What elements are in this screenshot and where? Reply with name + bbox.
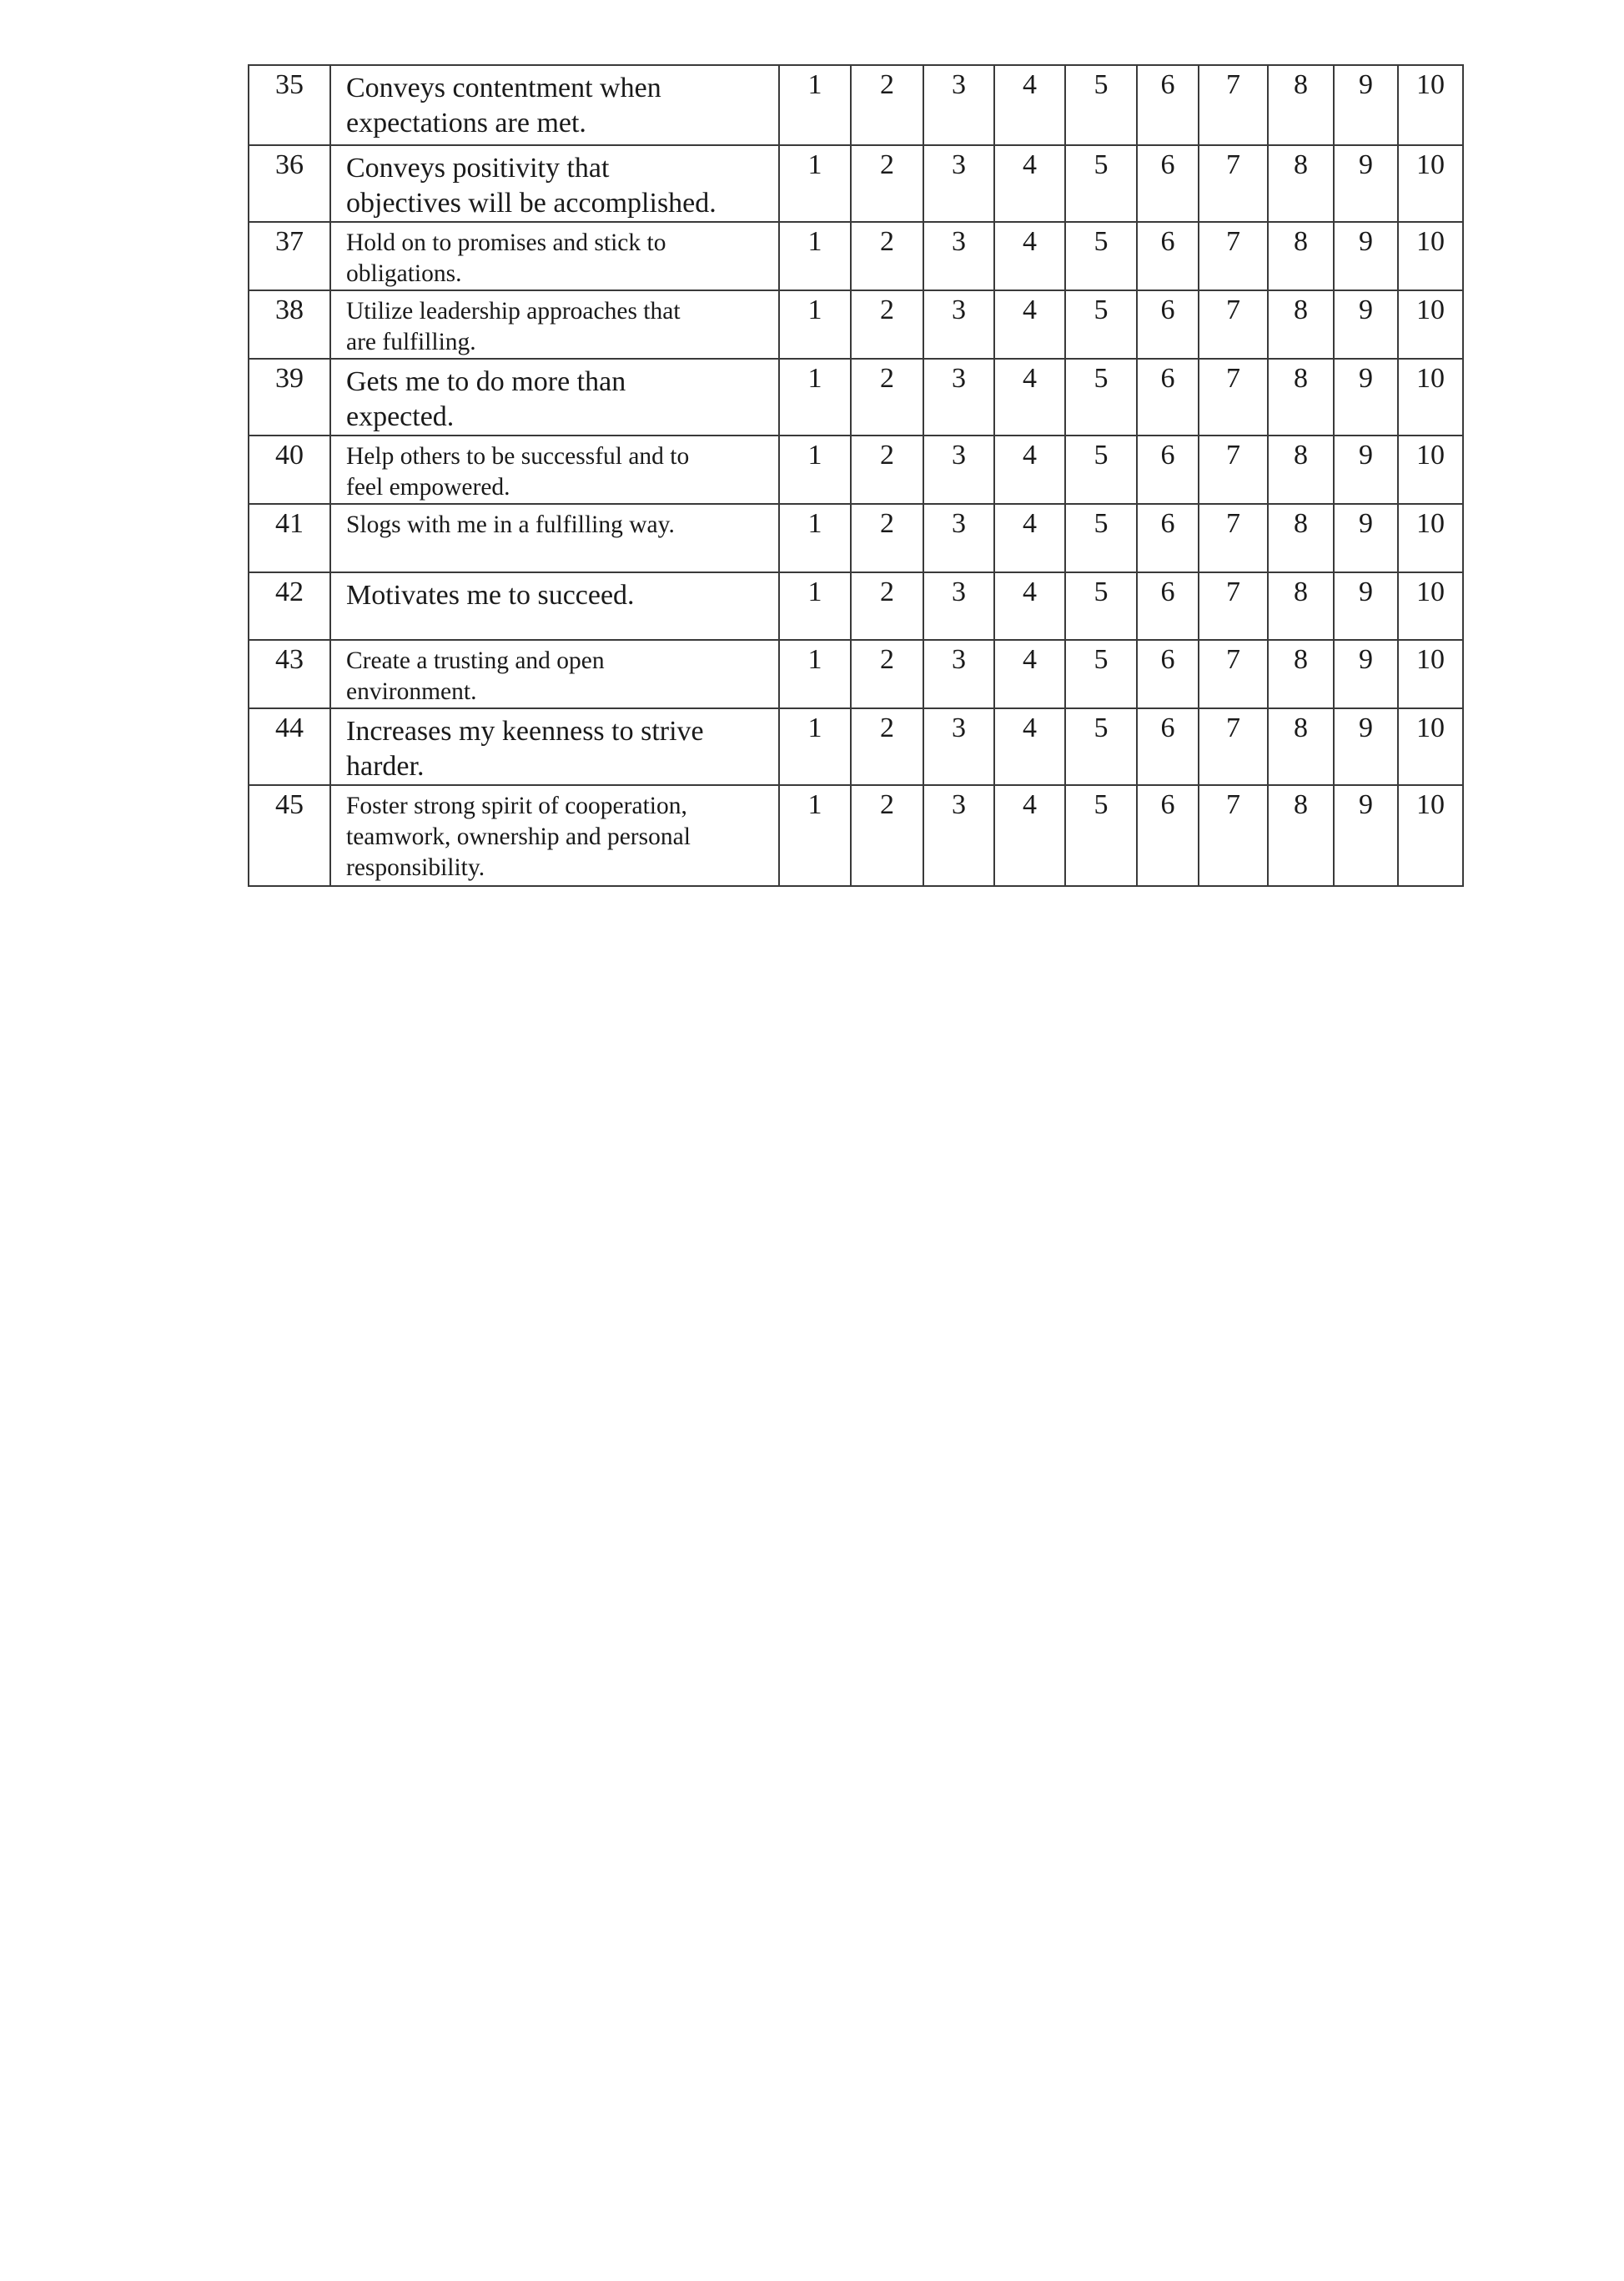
rating-option-9[interactable]: 9 bbox=[1334, 290, 1398, 359]
rating-option-2[interactable]: 2 bbox=[851, 290, 923, 359]
rating-option-6[interactable]: 6 bbox=[1137, 436, 1199, 504]
rating-option-4[interactable]: 4 bbox=[994, 65, 1065, 145]
rating-option-6[interactable]: 6 bbox=[1137, 572, 1199, 640]
statement-line: objectives will be accomplished. bbox=[346, 188, 716, 219]
rating-option-3[interactable]: 3 bbox=[923, 65, 994, 145]
rating-option-1[interactable]: 1 bbox=[779, 65, 851, 145]
statement-line: Utilize leadership approaches that bbox=[346, 298, 681, 325]
rating-option-8[interactable]: 8 bbox=[1268, 785, 1334, 886]
rating-option-7[interactable]: 7 bbox=[1199, 504, 1268, 572]
rating-option-2[interactable]: 2 bbox=[851, 504, 923, 572]
rating-option-2[interactable]: 2 bbox=[851, 222, 923, 290]
rating-option-10[interactable]: 10 bbox=[1398, 65, 1463, 145]
rating-option-7[interactable]: 7 bbox=[1199, 359, 1268, 436]
rating-option-1[interactable]: 1 bbox=[779, 572, 851, 640]
rating-option-5[interactable]: 5 bbox=[1065, 572, 1137, 640]
item-statement bbox=[330, 359, 779, 436]
rating-option-6[interactable]: 6 bbox=[1137, 359, 1199, 436]
item-statement bbox=[330, 504, 779, 572]
rating-option-3[interactable]: 3 bbox=[923, 145, 994, 222]
item-statement bbox=[330, 640, 779, 708]
rating-option-10[interactable]: 10 bbox=[1398, 436, 1463, 504]
rating-option-10[interactable]: 10 bbox=[1398, 640, 1463, 708]
rating-option-8[interactable]: 8 bbox=[1268, 572, 1334, 640]
item-statement bbox=[330, 65, 779, 145]
statement-line: feel empowered. bbox=[346, 474, 510, 501]
item-number: 37 bbox=[249, 222, 330, 290]
rating-option-1[interactable]: 1 bbox=[779, 359, 851, 436]
rating-option-6[interactable]: 6 bbox=[1137, 640, 1199, 708]
rating-option-4[interactable]: 4 bbox=[994, 359, 1065, 436]
rating-option-5[interactable]: 5 bbox=[1065, 359, 1137, 436]
item-number: 45 bbox=[249, 785, 330, 886]
table-row-item-45 bbox=[249, 785, 1463, 886]
rating-option-3[interactable]: 3 bbox=[923, 708, 994, 785]
rating-option-8[interactable]: 8 bbox=[1268, 222, 1334, 290]
statement-line: obligations. bbox=[346, 260, 462, 287]
rating-option-5[interactable]: 5 bbox=[1065, 708, 1137, 785]
rating-option-7[interactable]: 7 bbox=[1199, 65, 1268, 145]
rating-option-7[interactable]: 7 bbox=[1199, 572, 1268, 640]
rating-option-8[interactable]: 8 bbox=[1268, 65, 1334, 145]
statement-line: harder. bbox=[346, 751, 425, 782]
rating-option-2[interactable]: 2 bbox=[851, 785, 923, 886]
rating-option-10[interactable]: 10 bbox=[1398, 785, 1463, 886]
rating-option-3[interactable]: 3 bbox=[923, 785, 994, 886]
table-row-item-42 bbox=[249, 572, 1463, 640]
item-number: 38 bbox=[249, 290, 330, 359]
rating-option-7[interactable]: 7 bbox=[1199, 145, 1268, 222]
table-row-item-37 bbox=[249, 222, 1463, 290]
rating-option-4[interactable]: 4 bbox=[994, 436, 1065, 504]
item-number: 42 bbox=[249, 572, 330, 640]
rating-option-5[interactable]: 5 bbox=[1065, 436, 1137, 504]
rating-option-4[interactable]: 4 bbox=[994, 504, 1065, 572]
rating-option-3[interactable]: 3 bbox=[923, 359, 994, 436]
statement-line: responsibility. bbox=[346, 854, 485, 881]
statement-line: Conveys contentment when bbox=[346, 73, 661, 103]
item-statement bbox=[330, 572, 779, 640]
rating-option-10[interactable]: 10 bbox=[1398, 145, 1463, 222]
rating-option-2[interactable]: 2 bbox=[851, 359, 923, 436]
rating-option-8[interactable]: 8 bbox=[1268, 290, 1334, 359]
item-number: 43 bbox=[249, 640, 330, 708]
statement-line: Help others to be successful and to bbox=[346, 443, 690, 470]
rating-option-6[interactable]: 6 bbox=[1137, 145, 1199, 222]
rating-option-5[interactable]: 5 bbox=[1065, 785, 1137, 886]
rating-option-1[interactable]: 1 bbox=[779, 504, 851, 572]
item-statement bbox=[330, 436, 779, 504]
rating-option-9[interactable]: 9 bbox=[1334, 504, 1398, 572]
rating-option-7[interactable]: 7 bbox=[1199, 708, 1268, 785]
statement-line: Gets me to do more than bbox=[346, 366, 626, 397]
item-number: 36 bbox=[249, 145, 330, 222]
rating-option-1[interactable]: 1 bbox=[779, 145, 851, 222]
table-row-item-35 bbox=[249, 65, 1463, 145]
item-number: 35 bbox=[249, 65, 330, 145]
statement-line: teamwork, ownership and personal bbox=[346, 823, 691, 850]
rating-option-10[interactable]: 10 bbox=[1398, 222, 1463, 290]
rating-option-3[interactable]: 3 bbox=[923, 504, 994, 572]
item-statement bbox=[330, 290, 779, 359]
rating-option-4[interactable]: 4 bbox=[994, 785, 1065, 886]
rating-option-4[interactable]: 4 bbox=[994, 572, 1065, 640]
rating-option-2[interactable]: 2 bbox=[851, 436, 923, 504]
rating-option-7[interactable]: 7 bbox=[1199, 222, 1268, 290]
rating-option-5[interactable]: 5 bbox=[1065, 145, 1137, 222]
rating-option-7[interactable]: 7 bbox=[1199, 640, 1268, 708]
rating-option-9[interactable]: 9 bbox=[1334, 785, 1398, 886]
rating-option-4[interactable]: 4 bbox=[994, 290, 1065, 359]
rating-option-9[interactable]: 9 bbox=[1334, 708, 1398, 785]
item-statement bbox=[330, 708, 779, 785]
item-number: 39 bbox=[249, 359, 330, 436]
rating-option-6[interactable]: 6 bbox=[1137, 65, 1199, 145]
rating-option-8[interactable]: 8 bbox=[1268, 359, 1334, 436]
rating-option-2[interactable]: 2 bbox=[851, 145, 923, 222]
rating-option-6[interactable]: 6 bbox=[1137, 504, 1199, 572]
rating-option-4[interactable]: 4 bbox=[994, 222, 1065, 290]
statement-line: Conveys positivity that bbox=[346, 153, 610, 184]
statement-line: expectations are met. bbox=[346, 108, 586, 138]
rating-option-9[interactable]: 9 bbox=[1334, 436, 1398, 504]
rating-option-10[interactable]: 10 bbox=[1398, 708, 1463, 785]
statement-line: Motivates me to succeed. bbox=[346, 580, 635, 611]
item-statement bbox=[330, 145, 779, 222]
statement-line: Create a trusting and open bbox=[346, 647, 605, 674]
rating-option-1[interactable]: 1 bbox=[779, 640, 851, 708]
rating-option-10[interactable]: 10 bbox=[1398, 359, 1463, 436]
rating-option-6[interactable]: 6 bbox=[1137, 708, 1199, 785]
statement-line: expected. bbox=[346, 401, 455, 432]
table-row-item-43 bbox=[249, 640, 1463, 708]
rating-option-9[interactable]: 9 bbox=[1334, 359, 1398, 436]
rating-option-5[interactable]: 5 bbox=[1065, 65, 1137, 145]
table-body bbox=[249, 65, 1463, 886]
rating-option-7[interactable]: 7 bbox=[1199, 436, 1268, 504]
item-statement bbox=[330, 222, 779, 290]
rating-option-3[interactable]: 3 bbox=[923, 436, 994, 504]
table-row-item-44 bbox=[249, 708, 1463, 785]
item-number: 44 bbox=[249, 708, 330, 785]
rating-option-6[interactable]: 6 bbox=[1137, 290, 1199, 359]
rating-option-8[interactable]: 8 bbox=[1268, 504, 1334, 572]
table-row-item-36 bbox=[249, 145, 1463, 222]
rating-option-3[interactable]: 3 bbox=[923, 640, 994, 708]
table-row-item-39 bbox=[249, 359, 1463, 436]
item-number: 40 bbox=[249, 436, 330, 504]
rating-option-4[interactable]: 4 bbox=[994, 145, 1065, 222]
rating-option-2[interactable]: 2 bbox=[851, 572, 923, 640]
rating-option-5[interactable]: 5 bbox=[1065, 640, 1137, 708]
statement-line: Slogs with me in a fulfilling way. bbox=[346, 511, 675, 538]
rating-option-5[interactable]: 5 bbox=[1065, 222, 1137, 290]
rating-option-8[interactable]: 8 bbox=[1268, 640, 1334, 708]
table-row-item-38 bbox=[249, 290, 1463, 359]
rating-option-1[interactable]: 1 bbox=[779, 785, 851, 886]
item-statement bbox=[330, 785, 779, 886]
rating-option-4[interactable]: 4 bbox=[994, 708, 1065, 785]
rating-option-3[interactable]: 3 bbox=[923, 572, 994, 640]
statement-line: environment. bbox=[346, 678, 477, 705]
rating-option-7[interactable]: 7 bbox=[1199, 785, 1268, 886]
rating-option-5[interactable]: 5 bbox=[1065, 504, 1137, 572]
statement-line: Foster strong spirit of cooperation, bbox=[346, 793, 687, 819]
rating-option-8[interactable]: 8 bbox=[1268, 708, 1334, 785]
rating-option-8[interactable]: 8 bbox=[1268, 436, 1334, 504]
rating-option-1[interactable]: 1 bbox=[779, 436, 851, 504]
rating-option-9[interactable]: 9 bbox=[1334, 640, 1398, 708]
rating-option-10[interactable]: 10 bbox=[1398, 290, 1463, 359]
statement-line: Hold on to promises and stick to bbox=[346, 229, 666, 256]
statement-line: are fulfilling. bbox=[346, 329, 476, 355]
rating-option-3[interactable]: 3 bbox=[923, 222, 994, 290]
rating-option-9[interactable]: 9 bbox=[1334, 145, 1398, 222]
table-row-item-40 bbox=[249, 436, 1463, 504]
rating-option-8[interactable]: 8 bbox=[1268, 145, 1334, 222]
rating-option-2[interactable]: 2 bbox=[851, 708, 923, 785]
rating-option-6[interactable]: 6 bbox=[1137, 222, 1199, 290]
rating-scale-table bbox=[248, 64, 1464, 887]
rating-option-10[interactable]: 10 bbox=[1398, 572, 1463, 640]
rating-option-2[interactable]: 2 bbox=[851, 65, 923, 145]
rating-option-9[interactable]: 9 bbox=[1334, 572, 1398, 640]
rating-option-5[interactable]: 5 bbox=[1065, 290, 1137, 359]
rating-option-7[interactable]: 7 bbox=[1199, 290, 1268, 359]
item-number: 41 bbox=[249, 504, 330, 572]
statement-line: Increases my keenness to strive bbox=[346, 716, 704, 747]
rating-option-10[interactable]: 10 bbox=[1398, 504, 1463, 572]
rating-option-3[interactable]: 3 bbox=[923, 290, 994, 359]
rating-option-1[interactable]: 1 bbox=[779, 708, 851, 785]
rating-option-9[interactable]: 9 bbox=[1334, 65, 1398, 145]
rating-option-6[interactable]: 6 bbox=[1137, 785, 1199, 886]
rating-option-1[interactable]: 1 bbox=[779, 290, 851, 359]
rating-option-9[interactable]: 9 bbox=[1334, 222, 1398, 290]
table-row-item-41 bbox=[249, 504, 1463, 572]
rating-option-1[interactable]: 1 bbox=[779, 222, 851, 290]
rating-option-2[interactable]: 2 bbox=[851, 640, 923, 708]
rating-option-4[interactable]: 4 bbox=[994, 640, 1065, 708]
